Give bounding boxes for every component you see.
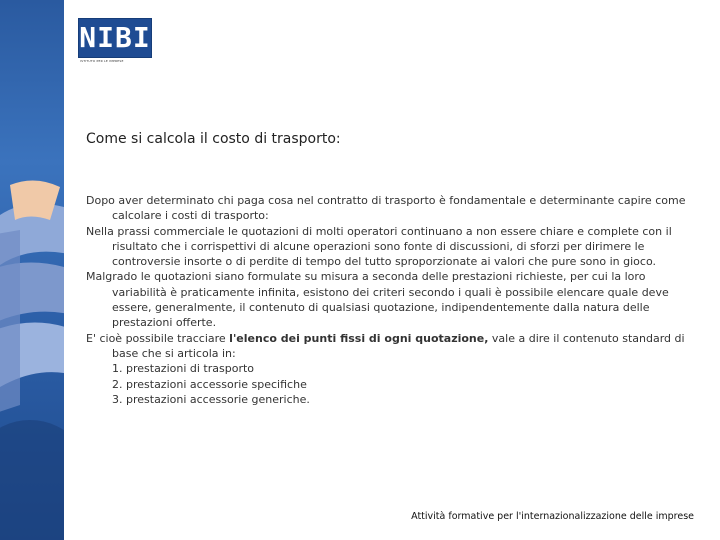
slide-footer: Attività formative per l'internazionalizzazione delle imprese [411,511,694,522]
paragraph-emphasis: l'elenco dei punti fissi di ogni quotazione, [229,331,489,345]
paragraph: Dopo aver determinato chi paga cosa nel contratto di trasporto è fondamentale e determinante capire come calcolare i costi di trasporto: [86,194,686,223]
paragraph: Malgrado le quotazioni siano formulate su misura a seconda delle prestazioni richieste, per cui la loro variabilità è praticamente infinita, esistono dei criteri secondo i quali è possibile elencare quale deve essere, generalmente, il contenuto di qualsiasi quotazione, indipendentemente dalla natura delle prestazioni offerte. [86,270,669,330]
list-item: 1. prestazioni di trasporto [112,362,255,376]
logo-caption: ISTITUTO PER LE IMPRESE [80,59,124,63]
logo-text: NIBI [79,21,151,54]
hand-ribbon-illustration [0,175,64,425]
slide-heading: Come si calcola il costo di trasporto: [86,131,341,147]
paragraph [86,331,698,362]
list-item: 2. prestazioni accessorie specifiche [112,377,307,391]
paragraph-text: E' cioè possibile tracciare [86,331,230,345]
decorative-side-band [0,0,64,540]
list-item: 3. prestazioni accessorie generiche. [112,392,310,406]
nibi-logo [78,18,152,58]
slide-body [86,193,698,407]
paragraph: Nella prassi commerciale le quotazioni di molti operatori continuano a non essere chiare e complete con il risultato che i corrispettivi di alcune operazioni sono fonte di discussioni, di sforzi per dirimere le controversie insorte o di perdite di tempo del tutto sproporzionate ai valori che pure sono in gioco. [86,224,672,269]
decorative-curve [0,420,64,540]
paragraph-text: vale a dire il contenuto standard di base che si articola in: [112,331,685,360]
